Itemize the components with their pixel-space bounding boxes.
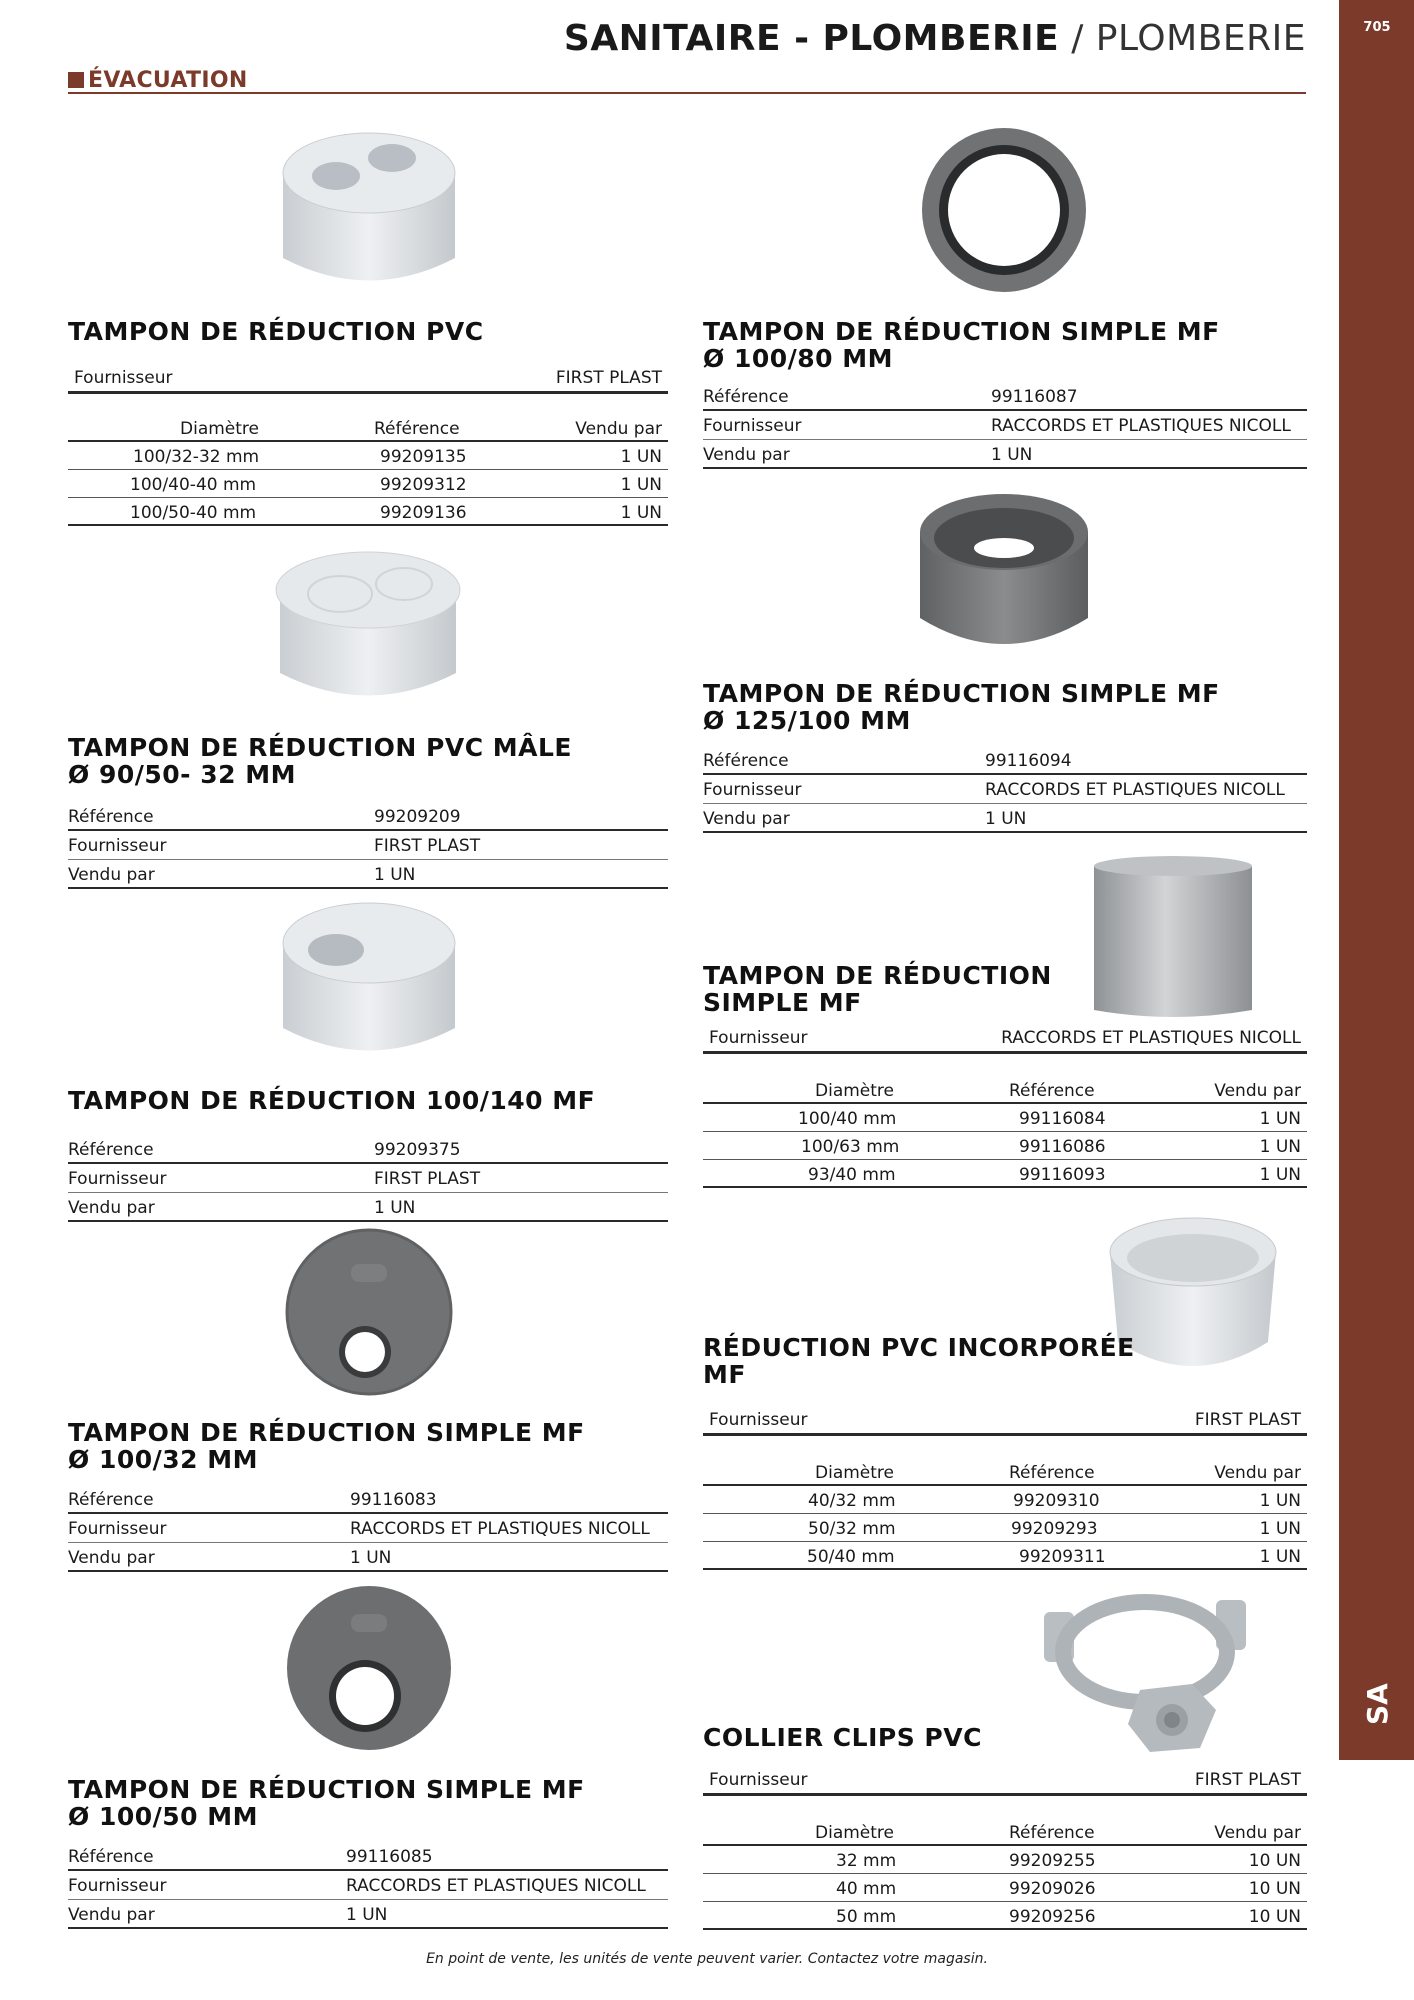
supplier-label: Fournisseur xyxy=(709,1028,808,1048)
col-diametre: Diamètre xyxy=(815,1081,894,1101)
product-tampon-reduction-pvc-male xyxy=(68,733,668,885)
spec-value: 1 UN xyxy=(350,1548,392,1568)
supplier-row xyxy=(703,1022,1307,1054)
spec-row xyxy=(68,1135,668,1164)
product-title-line2: Ø 100/80 MM xyxy=(703,344,894,373)
cell-vendu-par: 1 UN xyxy=(620,447,662,467)
col-diametre: Diamètre xyxy=(815,1463,894,1483)
cell-diametre: 40/32 mm xyxy=(808,1491,896,1511)
cell-vendu-par: 10 UN xyxy=(1248,1879,1301,1899)
spec-row xyxy=(703,804,1307,833)
col-reference: Référence xyxy=(1009,1081,1095,1101)
spec-row xyxy=(703,411,1307,440)
product-title-line1: TAMPON DE RÉDUCTION SIMPLE MF xyxy=(68,1775,585,1804)
product-tampon-simple-125-100 xyxy=(703,679,1307,829)
product-title-line2: SIMPLE MF xyxy=(703,988,862,1017)
product-table xyxy=(68,414,668,526)
product-image-tampon-100-32 xyxy=(285,1228,453,1396)
side-tab-label: SA xyxy=(1361,1683,1394,1725)
side-band xyxy=(1339,0,1414,1760)
table-row xyxy=(703,1514,1307,1542)
supplier-value: FIRST PLAST xyxy=(1194,1770,1301,1790)
page-title-sub: PLOMBERIE xyxy=(1095,18,1306,59)
spec-value: 99209209 xyxy=(374,807,461,827)
col-diametre: Diamètre xyxy=(180,419,259,439)
page-number: 705 xyxy=(1363,20,1391,35)
cell-reference: 99209293 xyxy=(1011,1519,1098,1539)
spec-value: RACCORDS ET PLASTIQUES NICOLL xyxy=(985,780,1285,800)
spec-label: Référence xyxy=(68,1140,154,1160)
product-tampon-simple-100-32 xyxy=(68,1418,668,1568)
product-title-line1: RÉDUCTION PVC INCORPORÉE xyxy=(703,1333,1135,1362)
product-title-line1: TAMPON DE RÉDUCTION SIMPLE MF xyxy=(703,317,1220,346)
page-title-main: SANITAIRE - PLOMBERIE xyxy=(563,18,1060,59)
product-image-tampon-100-80 xyxy=(920,126,1088,294)
spec-value: FIRST PLAST xyxy=(374,836,481,856)
supplier-label: Fournisseur xyxy=(74,368,173,388)
table-row xyxy=(68,442,668,470)
spec-label: Référence xyxy=(68,807,154,827)
spec-row xyxy=(703,746,1307,775)
table-row xyxy=(68,470,668,498)
supplier-value: FIRST PLAST xyxy=(1194,1410,1301,1430)
spec-label: Fournisseur xyxy=(68,836,167,856)
cell-reference: 99209255 xyxy=(1009,1851,1096,1871)
spec-row xyxy=(703,382,1307,411)
cell-reference: 99209310 xyxy=(1013,1491,1100,1511)
product-image-tampon-pvc-male xyxy=(270,548,466,708)
product-image-tampon-125-100 xyxy=(916,488,1092,658)
table-header xyxy=(703,1818,1307,1846)
spec-value: RACCORDS ET PLASTIQUES NICOLL xyxy=(991,416,1291,436)
spec-row xyxy=(68,1871,668,1900)
cell-diametre: 93/40 mm xyxy=(808,1165,896,1185)
product-tampon-simple-100-50 xyxy=(68,1775,668,1925)
product-specs xyxy=(68,1135,668,1222)
spec-value: 1 UN xyxy=(991,445,1033,465)
cell-diametre: 100/32-32 mm xyxy=(133,447,260,467)
cell-reference: 99209311 xyxy=(1019,1547,1106,1567)
cell-diametre: 100/50-40 mm xyxy=(130,503,257,523)
footnote: En point de vente, les unités de vente peuvent varier. Contactez votre magasin. xyxy=(426,1951,988,1967)
product-title-line2: Ø 100/32 MM xyxy=(68,1445,259,1474)
spec-label: Référence xyxy=(703,751,789,771)
product-reduction-pvc-incorporee xyxy=(703,1333,1307,1567)
table-row xyxy=(68,498,668,526)
spec-value: 99116083 xyxy=(350,1490,437,1510)
page-title-separator: / xyxy=(1071,18,1084,59)
spec-value: 99116087 xyxy=(991,387,1078,407)
cell-reference: 99209135 xyxy=(380,447,467,467)
col-diametre: Diamètre xyxy=(815,1823,894,1843)
spec-row xyxy=(703,440,1307,469)
spec-label: Fournisseur xyxy=(68,1519,167,1539)
spec-label: Référence xyxy=(68,1847,154,1867)
product-image-tampon-pvc xyxy=(278,128,460,292)
col-vendu-par: Vendu par xyxy=(575,419,662,439)
product-specs xyxy=(68,802,668,889)
cell-vendu-par: 1 UN xyxy=(620,503,662,523)
spec-value: 1 UN xyxy=(374,865,416,885)
cell-diametre: 50 mm xyxy=(836,1907,897,1927)
cell-reference: 99116086 xyxy=(1019,1137,1106,1157)
spec-row xyxy=(68,860,668,889)
spec-value: 1 UN xyxy=(346,1905,388,1925)
cell-diametre: 40 mm xyxy=(836,1879,897,1899)
col-vendu-par: Vendu par xyxy=(1214,1823,1301,1843)
supplier-row xyxy=(68,362,668,394)
product-tampon-reduction-100-140 xyxy=(68,1086,668,1218)
product-title-line2: Ø 90/50- 32 MM xyxy=(68,760,296,789)
product-title: TAMPON DE RÉDUCTION 100/140 MF xyxy=(68,1086,596,1115)
spec-label: Fournisseur xyxy=(703,780,802,800)
product-title: COLLIER CLIPS PVC xyxy=(703,1723,982,1752)
table-row xyxy=(703,1874,1307,1902)
spec-value: 99116085 xyxy=(346,1847,433,1867)
cell-diametre: 50/32 mm xyxy=(808,1519,896,1539)
col-reference: Référence xyxy=(374,419,460,439)
spec-label: Vendu par xyxy=(68,1548,155,1568)
spec-row xyxy=(68,1164,668,1193)
product-specs xyxy=(703,382,1307,469)
cell-reference: 99116093 xyxy=(1019,1165,1106,1185)
spec-label: Fournisseur xyxy=(68,1169,167,1189)
section-header xyxy=(68,68,1306,94)
supplier-row xyxy=(703,1764,1307,1796)
cell-diametre: 100/40-40 mm xyxy=(130,475,257,495)
table-row xyxy=(703,1846,1307,1874)
product-table xyxy=(703,1818,1307,1930)
section-marker xyxy=(68,72,84,88)
product-collier-clips-pvc xyxy=(703,1723,1307,1927)
spec-row xyxy=(68,1900,668,1929)
product-image-tampon-100-140 xyxy=(278,898,460,1062)
spec-label: Vendu par xyxy=(68,865,155,885)
product-image-tampon-100-50 xyxy=(285,1584,453,1752)
supplier-value: FIRST PLAST xyxy=(555,368,662,388)
spec-label: Vendu par xyxy=(703,445,790,465)
product-specs xyxy=(703,746,1307,833)
product-title: TAMPON DE RÉDUCTION PVC xyxy=(68,317,484,346)
table-header xyxy=(703,1458,1307,1486)
cell-vendu-par: 1 UN xyxy=(1259,1137,1301,1157)
product-table xyxy=(703,1076,1307,1188)
cell-vendu-par: 1 UN xyxy=(1259,1547,1301,1567)
cell-vendu-par: 10 UN xyxy=(1248,1907,1301,1927)
product-tampon-simple-mf xyxy=(703,961,1307,1185)
cell-diametre: 32 mm xyxy=(836,1851,897,1871)
product-specs xyxy=(68,1485,668,1572)
product-title-line1: TAMPON DE RÉDUCTION SIMPLE MF xyxy=(68,1418,585,1447)
cell-vendu-par: 1 UN xyxy=(1259,1165,1301,1185)
product-title-line2: Ø 125/100 MM xyxy=(703,706,911,735)
table-row xyxy=(703,1104,1307,1132)
spec-value: 99209375 xyxy=(374,1140,461,1160)
product-tampon-reduction-pvc xyxy=(68,317,668,523)
cell-vendu-par: 1 UN xyxy=(1259,1491,1301,1511)
spec-row xyxy=(68,1842,668,1871)
col-vendu-par: Vendu par xyxy=(1214,1081,1301,1101)
spec-value: 99116094 xyxy=(985,751,1072,771)
spec-row xyxy=(68,1543,668,1572)
section-label: ÉVACUATION xyxy=(88,68,248,93)
product-specs xyxy=(68,1842,668,1929)
product-table xyxy=(703,1458,1307,1570)
spec-value: FIRST PLAST xyxy=(374,1169,481,1189)
spec-row xyxy=(703,775,1307,804)
table-row xyxy=(703,1902,1307,1930)
spec-row xyxy=(68,1514,668,1543)
cell-reference: 99209312 xyxy=(380,475,467,495)
spec-label: Fournisseur xyxy=(703,416,802,436)
spec-row xyxy=(68,1485,668,1514)
spec-value: RACCORDS ET PLASTIQUES NICOLL xyxy=(350,1519,650,1539)
supplier-label: Fournisseur xyxy=(709,1770,808,1790)
cell-reference: 99209026 xyxy=(1009,1879,1096,1899)
spec-label: Vendu par xyxy=(68,1905,155,1925)
cell-reference: 99116084 xyxy=(1019,1109,1106,1129)
spec-label: Fournisseur xyxy=(68,1876,167,1896)
spec-value: RACCORDS ET PLASTIQUES NICOLL xyxy=(346,1876,646,1896)
cell-vendu-par: 1 UN xyxy=(1259,1109,1301,1129)
supplier-label: Fournisseur xyxy=(709,1410,808,1430)
supplier-value: RACCORDS ET PLASTIQUES NICOLL xyxy=(1001,1028,1301,1048)
col-reference: Référence xyxy=(1009,1463,1095,1483)
supplier-row xyxy=(703,1404,1307,1436)
cell-reference: 99209256 xyxy=(1009,1907,1096,1927)
cell-vendu-par: 1 UN xyxy=(620,475,662,495)
spec-label: Référence xyxy=(68,1490,154,1510)
table-row xyxy=(703,1132,1307,1160)
table-header xyxy=(68,414,668,442)
product-title-line1: TAMPON DE RÉDUCTION PVC MÂLE xyxy=(68,733,572,762)
spec-label: Référence xyxy=(703,387,789,407)
spec-value: 1 UN xyxy=(374,1198,416,1218)
spec-value: 1 UN xyxy=(985,809,1027,829)
table-header xyxy=(703,1076,1307,1104)
col-vendu-par: Vendu par xyxy=(1214,1463,1301,1483)
col-reference: Référence xyxy=(1009,1823,1095,1843)
spec-label: Vendu par xyxy=(68,1198,155,1218)
product-tampon-simple-100-80 xyxy=(703,317,1307,465)
cell-vendu-par: 10 UN xyxy=(1248,1851,1301,1871)
spec-label: Vendu par xyxy=(703,809,790,829)
cell-diametre: 100/63 mm xyxy=(801,1137,900,1157)
page-title xyxy=(564,18,1306,59)
spec-row xyxy=(68,1193,668,1222)
table-row xyxy=(703,1542,1307,1570)
spec-row xyxy=(68,831,668,860)
product-title-line2: Ø 100/50 MM xyxy=(68,1802,259,1831)
table-row xyxy=(703,1486,1307,1514)
spec-row xyxy=(68,802,668,831)
product-title-line2: MF xyxy=(703,1360,746,1389)
table-row xyxy=(703,1160,1307,1188)
cell-diametre: 50/40 mm xyxy=(807,1547,895,1567)
cell-diametre: 100/40 mm xyxy=(798,1109,897,1129)
cell-reference: 99209136 xyxy=(380,503,467,523)
product-title-line1: TAMPON DE RÉDUCTION xyxy=(703,961,1052,990)
cell-vendu-par: 1 UN xyxy=(1259,1519,1301,1539)
product-title-line1: TAMPON DE RÉDUCTION SIMPLE MF xyxy=(703,679,1220,708)
